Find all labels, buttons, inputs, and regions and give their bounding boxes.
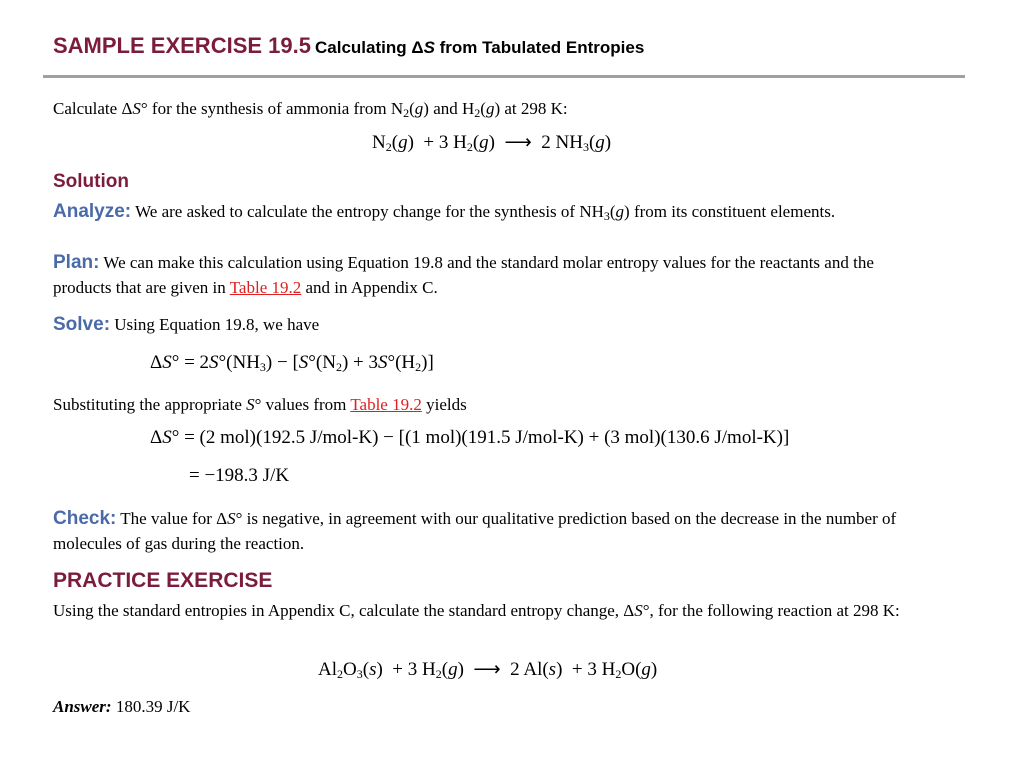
plan-paragraph: Plan: We can make this calculation using Equation 19.8 and the standard molar entropy values for the reactants and the products that are given in Table 19.2 and in Appendix C. (53, 252, 874, 297)
answer-value: 180.39 J/K (111, 697, 191, 716)
check-paragraph: Check: The value for ΔS° is negative, in agreement with our qualitative prediction based on the decrease in the number of molecules of gas during the reaction. (53, 508, 897, 553)
solution-heading: Solution (53, 171, 129, 192)
reaction-equation-ammonia: $N_2(g) + 3$ $H_2(g)$ ⟶ 2 $NH_3(g)$ (372, 132, 612, 154)
practice-exercise-heading: PRACTICE EXERCISE (53, 569, 273, 592)
table-19-2-link[interactable]: Table 19.2 (229, 278, 302, 297)
reaction-arrow: ⟶ (504, 132, 532, 153)
reaction-arrow: ⟶ (473, 659, 501, 680)
problem-statement: Calculate ΔS° for the synthesis of ammonia from $N_2(g)$ and $H_2(g)$ at 298 K: (53, 99, 568, 120)
substituted-equation: ΔS° = (2 mol)(192.5 J/mol-K) − [(1 mol)(191.5 J/mol-K) + (3 mol)(130.6 J/mol-K)] (150, 427, 790, 448)
solve-label: Solve: (53, 314, 111, 335)
title-divider (43, 75, 965, 78)
reaction-equation-alumina: $Al_2O_3(s) + 3$ $H_2(g)$ ⟶ 2 Al(s) + 3 $H_2O(g)$ (318, 659, 658, 681)
table-19-2-link[interactable]: Table 19.2 (350, 395, 422, 414)
practice-statement: Using the standard entropies in Appendix C, calculate the standard entropy change, ΔS°, for the following reaction at 298 K: (53, 601, 900, 620)
plan-label: Plan: (53, 252, 100, 273)
exercise-subtitle: Calculating ΔS from Tabulated Entropies (314, 38, 645, 57)
analyze-paragraph: Analyze: We are asked to calculate the entropy change for the synthesis of $NH_3(g)$ from its constituent elements. (53, 201, 836, 223)
answer-label: Answer: (53, 697, 112, 716)
equation-result: = −198.3 J/K (189, 465, 290, 486)
check-label: Check: (53, 508, 117, 529)
answer-line (53, 694, 933, 719)
analyze-label: Analyze: (53, 201, 132, 222)
solve-paragraph: Solve: Using Equation 19.8, we have (53, 314, 320, 335)
entropy-equation: $\Delta S^\circ = 2S^\circ(NH_3) - [S^\circ(N_2) + 3S^\circ(H_2)]$ (150, 352, 434, 374)
exercise-number: SAMPLE EXERCISE 19.5 (53, 33, 311, 58)
page-title (53, 33, 644, 59)
substituting-paragraph: Substituting the appropriate S° values from Table 19.2 yields (53, 395, 467, 414)
